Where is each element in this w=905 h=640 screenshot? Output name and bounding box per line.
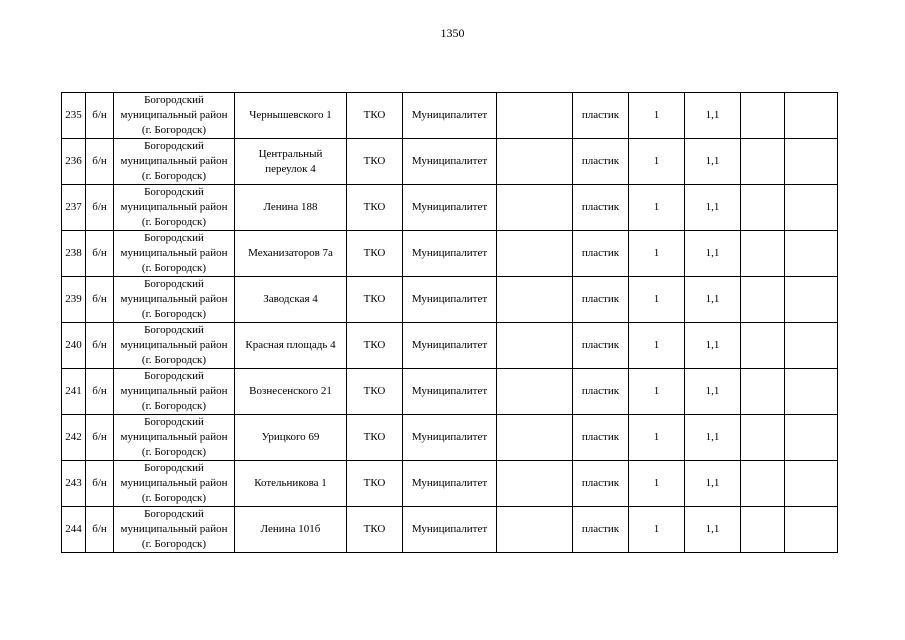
cell-district-line: (г. Богородск) xyxy=(141,170,207,182)
cell-address-line: Вознесенского 21 xyxy=(249,385,332,397)
cell-district-line: муниципальный район xyxy=(120,247,228,259)
cell-district-line: (г. Богородск) xyxy=(141,262,207,274)
cell-empty xyxy=(497,415,573,461)
page-number: 1350 xyxy=(440,26,465,40)
cell-waste-type: ТКО xyxy=(347,507,403,553)
cell-material: пластик xyxy=(573,185,629,231)
cell-container-count: 1 xyxy=(629,507,685,553)
cell-district xyxy=(114,93,235,139)
cell-registration: б/н xyxy=(86,323,114,369)
cell-district-line: муниципальный район xyxy=(120,201,228,213)
table-row xyxy=(62,369,838,415)
cell-registration: б/н xyxy=(86,185,114,231)
cell-owner: Муниципалитет xyxy=(403,93,497,139)
cell-empty xyxy=(785,461,838,507)
cell-waste-type: ТКО xyxy=(347,231,403,277)
cell-owner: Муниципалитет xyxy=(403,185,497,231)
cell-district-line: Богородский xyxy=(144,140,204,152)
cell-material: пластик xyxy=(573,461,629,507)
cell-district xyxy=(114,369,235,415)
cell-district-line: Богородский xyxy=(144,462,204,474)
cell-container-count: 1 xyxy=(629,323,685,369)
table-row xyxy=(62,507,838,553)
container-sites-table xyxy=(61,92,838,553)
cell-container-count: 1 xyxy=(629,461,685,507)
cell-address-line: Ленина 188 xyxy=(263,201,318,213)
cell-volume: 1,1 xyxy=(685,507,741,553)
cell-district-line: Богородский xyxy=(144,232,204,244)
table-row xyxy=(62,231,838,277)
cell-empty xyxy=(785,507,838,553)
cell-district xyxy=(114,139,235,185)
cell-district-line: муниципальный район xyxy=(120,339,228,351)
cell-volume: 1,1 xyxy=(685,323,741,369)
cell-empty xyxy=(497,507,573,553)
cell-address xyxy=(235,323,347,369)
cell-empty xyxy=(741,323,785,369)
cell-empty xyxy=(785,369,838,415)
cell-owner: Муниципалитет xyxy=(403,323,497,369)
cell-registration: б/н xyxy=(86,369,114,415)
cell-empty xyxy=(741,185,785,231)
cell-address-line: Чернышевского 1 xyxy=(249,109,332,121)
table-row xyxy=(62,415,838,461)
cell-container-count: 1 xyxy=(629,369,685,415)
cell-volume: 1,1 xyxy=(685,139,741,185)
cell-empty xyxy=(497,139,573,185)
cell-address xyxy=(235,93,347,139)
table-row xyxy=(62,277,838,323)
cell-registration: б/н xyxy=(86,277,114,323)
cell-owner: Муниципалитет xyxy=(403,369,497,415)
cell-empty xyxy=(785,277,838,323)
cell-district xyxy=(114,461,235,507)
cell-address xyxy=(235,139,347,185)
cell-owner: Муниципалитет xyxy=(403,415,497,461)
table-row xyxy=(62,93,838,139)
cell-empty xyxy=(497,369,573,415)
cell-empty xyxy=(741,231,785,277)
cell-district-line: муниципальный район xyxy=(120,431,228,443)
cell-volume: 1,1 xyxy=(685,93,741,139)
cell-waste-type: ТКО xyxy=(347,461,403,507)
cell-district-line: муниципальный район xyxy=(120,293,228,305)
cell-waste-type: ТКО xyxy=(347,277,403,323)
cell-empty xyxy=(741,415,785,461)
cell-empty xyxy=(785,231,838,277)
cell-registration: б/н xyxy=(86,231,114,277)
cell-material: пластик xyxy=(573,415,629,461)
cell-container-count: 1 xyxy=(629,185,685,231)
cell-material: пластик xyxy=(573,369,629,415)
cell-volume: 1,1 xyxy=(685,415,741,461)
cell-container-count: 1 xyxy=(629,139,685,185)
table-row xyxy=(62,323,838,369)
cell-volume: 1,1 xyxy=(685,277,741,323)
cell-material: пластик xyxy=(573,507,629,553)
cell-owner: Муниципалитет xyxy=(403,139,497,185)
cell-empty xyxy=(741,277,785,323)
cell-number: 235 xyxy=(62,93,86,139)
cell-district-line: Богородский xyxy=(144,94,204,106)
cell-waste-type: ТКО xyxy=(347,93,403,139)
cell-registration: б/н xyxy=(86,461,114,507)
cell-district-line: муниципальный район xyxy=(120,477,228,489)
cell-empty xyxy=(497,185,573,231)
cell-district xyxy=(114,185,235,231)
cell-district-line: Богородский xyxy=(144,370,204,382)
cell-number: 241 xyxy=(62,369,86,415)
cell-container-count: 1 xyxy=(629,277,685,323)
cell-empty xyxy=(741,369,785,415)
cell-district-line: Богородский xyxy=(144,508,204,520)
cell-material: пластик xyxy=(573,323,629,369)
table-body xyxy=(62,93,838,553)
cell-owner: Муниципалитет xyxy=(403,507,497,553)
cell-district-line: (г. Богородск) xyxy=(141,216,207,228)
cell-address xyxy=(235,185,347,231)
cell-address xyxy=(235,461,347,507)
cell-address-line: Заводская 4 xyxy=(263,293,318,305)
table-row xyxy=(62,139,838,185)
cell-district-line: Богородский xyxy=(144,416,204,428)
cell-number: 238 xyxy=(62,231,86,277)
cell-empty xyxy=(741,139,785,185)
cell-waste-type: ТКО xyxy=(347,139,403,185)
cell-address-line: Урицкого 69 xyxy=(261,431,320,443)
cell-waste-type: ТКО xyxy=(347,185,403,231)
cell-address-line: Ленина 101б xyxy=(260,523,321,535)
cell-empty xyxy=(497,277,573,323)
cell-empty xyxy=(497,323,573,369)
cell-registration: б/н xyxy=(86,507,114,553)
cell-empty xyxy=(497,93,573,139)
cell-number: 237 xyxy=(62,185,86,231)
cell-address-line: переулок 4 xyxy=(265,162,316,175)
cell-district xyxy=(114,277,235,323)
cell-waste-type: ТКО xyxy=(347,415,403,461)
cell-waste-type: ТКО xyxy=(347,369,403,415)
cell-owner: Муниципалитет xyxy=(403,277,497,323)
cell-waste-type: ТКО xyxy=(347,323,403,369)
cell-district-line: (г. Богородск) xyxy=(141,400,207,412)
cell-empty xyxy=(785,323,838,369)
cell-district-line: (г. Богородск) xyxy=(141,124,207,136)
cell-district-line: муниципальный район xyxy=(120,385,228,397)
table-row xyxy=(62,461,838,507)
cell-empty xyxy=(497,231,573,277)
cell-registration: б/н xyxy=(86,139,114,185)
cell-registration: б/н xyxy=(86,93,114,139)
cell-container-count: 1 xyxy=(629,231,685,277)
cell-empty xyxy=(785,93,838,139)
cell-volume: 1,1 xyxy=(685,461,741,507)
cell-address xyxy=(235,369,347,415)
cell-number: 244 xyxy=(62,507,86,553)
cell-material: пластик xyxy=(573,277,629,323)
cell-volume: 1,1 xyxy=(685,185,741,231)
cell-number: 236 xyxy=(62,139,86,185)
cell-address xyxy=(235,507,347,553)
cell-container-count: 1 xyxy=(629,93,685,139)
cell-volume: 1,1 xyxy=(685,369,741,415)
cell-district-line: муниципальный район xyxy=(120,523,228,535)
cell-district-line: муниципальный район xyxy=(120,109,228,121)
cell-address-line: Центральный xyxy=(258,147,323,160)
cell-district-line: (г. Богородск) xyxy=(141,354,207,366)
cell-empty xyxy=(785,415,838,461)
cell-address xyxy=(235,277,347,323)
cell-number: 242 xyxy=(62,415,86,461)
cell-owner: Муниципалитет xyxy=(403,231,497,277)
cell-container-count: 1 xyxy=(629,415,685,461)
cell-address-line: Котельникова 1 xyxy=(254,477,327,489)
cell-address-line: Красная площадь 4 xyxy=(245,339,336,351)
cell-district xyxy=(114,415,235,461)
cell-volume: 1,1 xyxy=(685,231,741,277)
cell-registration: б/н xyxy=(86,415,114,461)
cell-material: пластик xyxy=(573,139,629,185)
cell-address xyxy=(235,415,347,461)
cell-district-line: (г. Богородск) xyxy=(141,308,207,320)
cell-empty xyxy=(785,139,838,185)
cell-address-line: Механизаторов 7а xyxy=(248,247,333,259)
cell-district-line: Богородский xyxy=(144,186,204,198)
cell-district xyxy=(114,507,235,553)
cell-district-line: (г. Богородск) xyxy=(141,538,207,550)
cell-material: пластик xyxy=(573,93,629,139)
cell-empty xyxy=(497,461,573,507)
cell-district-line: муниципальный район xyxy=(120,155,228,167)
cell-number: 243 xyxy=(62,461,86,507)
cell-district-line: Богородский xyxy=(144,324,204,336)
table-row xyxy=(62,185,838,231)
cell-district-line: (г. Богородск) xyxy=(141,492,207,504)
cell-empty xyxy=(741,507,785,553)
cell-material: пластик xyxy=(573,231,629,277)
cell-address xyxy=(235,231,347,277)
cell-owner: Муниципалитет xyxy=(403,461,497,507)
cell-district-line: Богородский xyxy=(144,278,204,290)
cell-number: 239 xyxy=(62,277,86,323)
cell-number: 240 xyxy=(62,323,86,369)
cell-empty xyxy=(741,93,785,139)
cell-district-line: (г. Богородск) xyxy=(141,446,207,458)
cell-empty xyxy=(785,185,838,231)
cell-district xyxy=(114,231,235,277)
cell-empty xyxy=(741,461,785,507)
cell-district xyxy=(114,323,235,369)
